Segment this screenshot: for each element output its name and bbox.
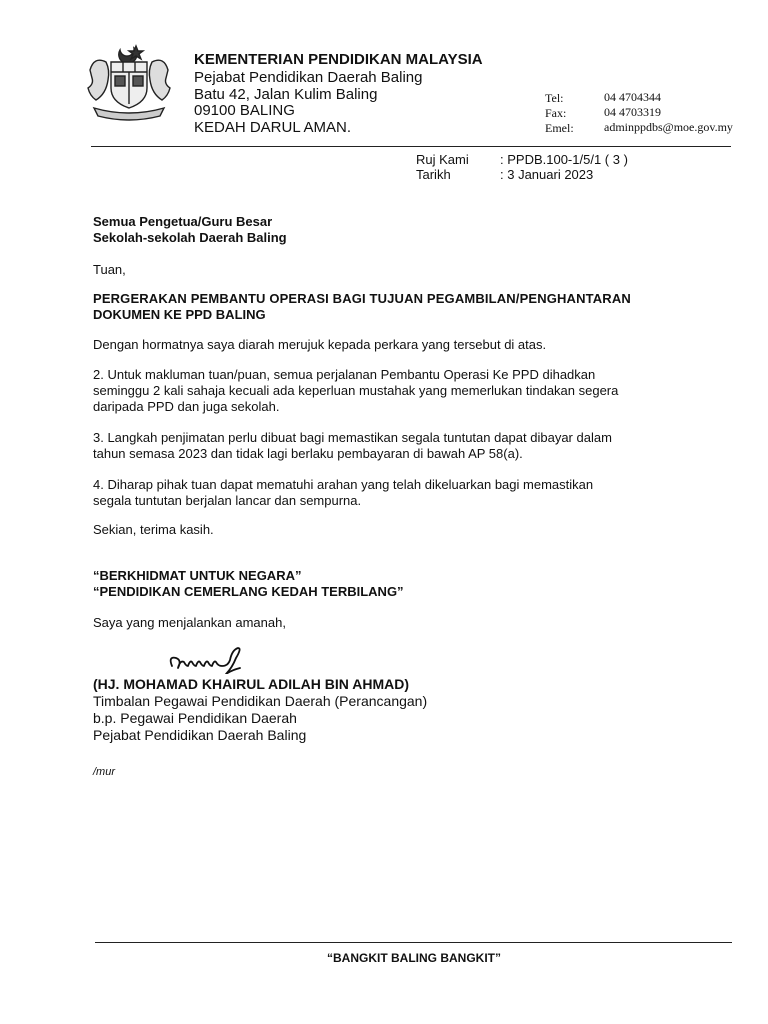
paragraph-4-line-2: segala tuntutan berjalan lancar dan sempurna.	[93, 493, 362, 508]
footer-divider	[95, 942, 732, 943]
paragraph-3-line-2: tahun semasa 2023 dan tidak lagi berlaku pembayaran di bawah AP 58(a).	[93, 446, 523, 461]
recipient-line-1: Semua Pengetua/Guru Besar	[93, 214, 273, 229]
signatory-title-3: Pejabat Pendidikan Daerah Baling	[93, 727, 307, 743]
signatory-title-2: b.p. Pegawai Pendidikan Daerah	[93, 710, 297, 726]
reference-label: Ruj Kami	[416, 152, 469, 167]
motto-line-2: “PENDIDIKAN CEMERLANG KEDAH TERBILANG”	[93, 584, 404, 599]
paragraph-2-line-2: seminggu 2 kali sahaja kecuali ada keperluan mustahak yang memerlukan tindakan segera	[93, 383, 619, 398]
motto-line-1: “BERKHIDMAT UNTUK NEGARA”	[93, 568, 302, 583]
paragraph-4	[93, 477, 693, 509]
recipient-line-2: Sekolah-sekolah Daerah Baling	[93, 230, 287, 245]
tel-value: 04 4704344	[604, 90, 661, 104]
signoff-text: Saya yang menjalankan amanah,	[93, 615, 286, 630]
signatory-title-1: Timbalan Pegawai Pendidikan Daerah (Perancangan)	[93, 693, 428, 709]
paragraph-3-line-1: 3. Langkah penjimatan perlu dibuat bagi memastikan segala tuntutan dapat dibayar dalam	[93, 430, 612, 445]
initials-reference: /mur	[93, 766, 115, 778]
office-name: Pejabat Pendidikan Daerah Baling	[194, 69, 423, 86]
reference-value: : PPDB.100-1/5/1 ( 3 )	[500, 152, 628, 167]
email-value: adminppdbs@moe.gov.my	[604, 120, 733, 134]
email-label: Emel:	[545, 121, 574, 135]
closing-text: Sekian, terima kasih.	[93, 522, 214, 537]
tel-label: Tel:	[545, 91, 564, 105]
paragraph-2	[93, 367, 693, 415]
date-value: : 3 Januari 2023	[500, 167, 594, 182]
header-divider	[91, 146, 731, 147]
footer-motto: “BANGKIT BALING BANGKIT”	[327, 951, 501, 965]
coat-of-arms-logo	[84, 40, 174, 122]
address-line-1: Batu 42, Jalan Kulim Baling	[194, 86, 378, 103]
subject-line-2: DOKUMEN KE PPD BALING	[93, 307, 266, 322]
handwritten-signature	[164, 646, 264, 674]
paragraph-4-line-1: 4. Diharap pihak tuan dapat mematuhi arahan yang telah dikeluarkan bagi memastikan	[93, 477, 594, 492]
paragraph-1: Dengan hormatnya saya diarah merujuk kepada perkara yang tersebut di atas.	[93, 337, 547, 352]
subject-line-1: PERGERAKAN PEMBANTU OPERASI BAGI TUJUAN PEGAMBILAN/PENGHANTARAN	[93, 291, 631, 306]
salutation: Tuan,	[93, 262, 126, 277]
paragraph-2-line-3: daripada PPD dan juga sekolah.	[93, 399, 280, 414]
paragraph-2-line-1: 2. Untuk makluman tuan/puan, semua perjalanan Pembantu Operasi Ke PPD dihadkan	[93, 367, 596, 382]
paragraph-3	[93, 430, 693, 462]
address-line-2: 09100 BALING	[194, 102, 295, 119]
organization-name: KEMENTERIAN PENDIDIKAN MALAYSIA	[194, 51, 483, 68]
fax-label: Fax:	[545, 106, 567, 120]
fax-value: 04 4703319	[604, 105, 661, 119]
signatory-name: (HJ. MOHAMAD KHAIRUL ADILAH BIN AHMAD)	[93, 676, 410, 692]
date-label: Tarikh	[416, 167, 451, 182]
address-line-3: KEDAH DARUL AMAN.	[194, 119, 351, 136]
